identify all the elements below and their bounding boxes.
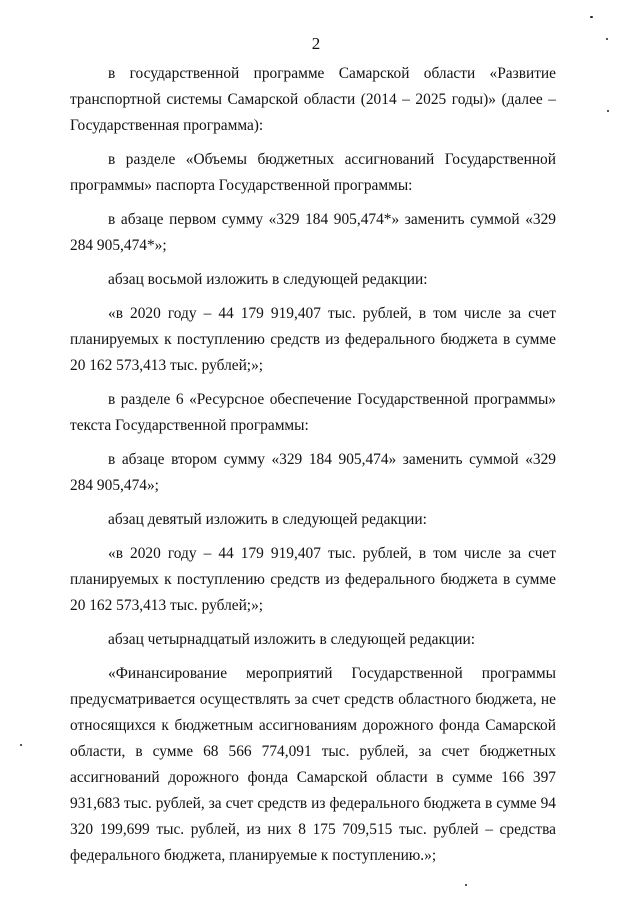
paragraph-4: абзац восьмой изложить в следующей редакции: — [108, 271, 428, 288]
paragraph-8: абзац девятый изложить в следующей редакции: — [108, 511, 427, 528]
paragraph-9: «в 2020 году – 44 179 919,407 тыс. рублей, в том числе за счет планируемых к поступлению средств из федерального бюджета в сумме 20 162 573,413 тыс. рублей;»; — [70, 545, 556, 614]
paragraph-5: «в 2020 году – 44 179 919,407 тыс. рублей, в том числе за счет планируемых к поступлению средств из федерального бюджета в сумме 20 162 573,413 тыс. рублей;»; — [70, 305, 556, 374]
scan-speck — [606, 38, 608, 40]
scan-speck — [590, 16, 593, 18]
paragraph-6: в разделе 6 «Ресурсное обеспечение Государственной программы» текста Государственной программы: — [70, 391, 556, 434]
page-number: 2 — [311, 34, 321, 53]
paragraph-11: «Финансирование мероприятий Государственной программы предусматривается осуществлять за счет средств областного бюджета, не относящихся к бюджетным ассигнованиям дорожного фонда Самарской области, в сумме 68 566 774,091 тыс. рублей, за счет бюджетных ассигнований дорожного фонда Самарской области в сумме 166 397 931,683 тыс. рублей, за счет средств из федерального бюджета в сумме 94 320 199,699 тыс. рублей, из них 8 175 709,515 тыс. рублей – средства федерального бюджета, планируемые к поступлению.»; — [70, 665, 556, 864]
scan-speck — [465, 884, 467, 886]
paragraph-3: в абзаце первом сумму «329 184 905,474*» заменить суммой «329 284 905,474*»; — [70, 211, 556, 254]
scan-speck — [607, 110, 609, 112]
paragraph-10: абзац четырнадцатый изложить в следующей редакции: — [108, 631, 475, 648]
scan-speck — [20, 744, 22, 746]
document-body — [70, 61, 556, 877]
paragraph-2: в разделе «Объемы бюджетных ассигнований Государственной программы» паспорта Государственной программы: — [70, 151, 556, 194]
paragraph-7: в абзаце втором сумму «329 184 905,474» заменить суммой «329 284 905,474»; — [70, 451, 556, 494]
paragraph-1: в государственной программе Самарской области «Развитие транспортной системы Самарской области (2014 – 2025 годы)» (далее – Государственная программа): — [70, 65, 556, 134]
